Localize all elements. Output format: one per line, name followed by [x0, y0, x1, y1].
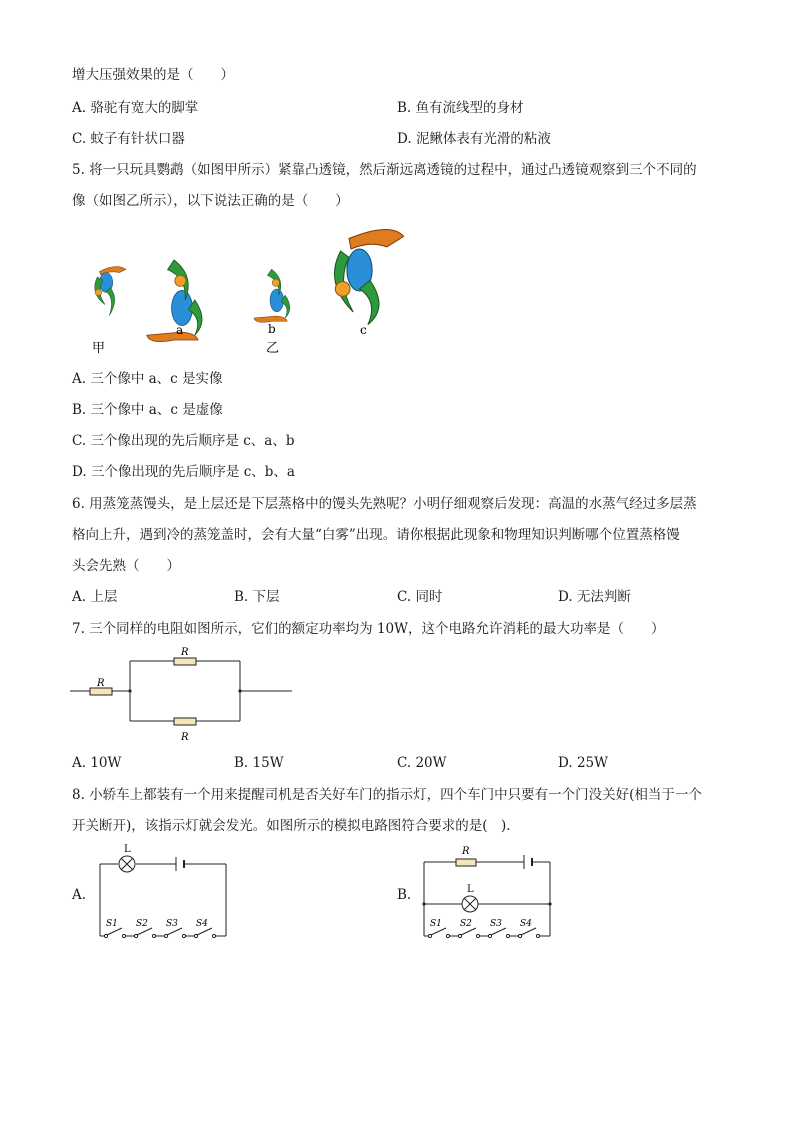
q8-option-a[interactable]: A. [72, 887, 87, 903]
option-text: 三个像出现的先后顺序是 c、a、b [90, 433, 295, 449]
option-letter: D. [558, 755, 573, 771]
switch-label-s1: S1 [106, 919, 118, 929]
q6-option-d[interactable] [558, 588, 631, 606]
switch-label-s1: S1 [430, 919, 442, 929]
q6-stem-line3: 头会先熟（ ） [72, 558, 180, 574]
option-text: 蚊子有针状口器 [90, 131, 185, 147]
option-text: 同时 [415, 589, 443, 605]
label-c: c [360, 323, 367, 337]
q7-option-a[interactable] [72, 754, 121, 772]
option-letter: B. [72, 402, 87, 418]
option-letter: B. [234, 755, 249, 771]
label-jia: 甲 [92, 341, 106, 356]
q4-option-a[interactable] [72, 99, 198, 117]
resistor-bottom-icon [174, 718, 196, 725]
option-letter: D. [397, 131, 412, 147]
option-text: 三个像出现的先后顺序是 c、b、a [90, 464, 295, 480]
resistor-series-icon [90, 688, 112, 695]
q5-stem-line1: 5. 将一只玩具鹦鹉（如图甲所示）紧靠凸透镜，然后渐远离透镜的过程中，通过凸透镜观察到三个不同的 [72, 162, 697, 178]
q6-stem-line2: 格向上升，遇到冷的蒸笼盖时，会有大量“白雾”出现。请你根据此现象和物理知识判断哪个位置蒸格馒 [72, 527, 680, 543]
option-letter: B. [234, 589, 249, 605]
switches-series-icon [428, 928, 546, 938]
q6-option-b[interactable] [234, 588, 280, 606]
option-text: 20W [415, 755, 447, 771]
q7-option-b[interactable] [234, 754, 284, 772]
q8-circuit-b [418, 844, 558, 944]
option-letter: B. [397, 100, 412, 116]
q4-option-b[interactable] [397, 99, 524, 117]
option-text: 三个像中 a、c 是实像 [90, 371, 223, 387]
resistor-label: R [462, 846, 470, 857]
q4-option-c[interactable] [72, 130, 185, 148]
resistor-icon [456, 859, 476, 866]
option-letter: C. [397, 755, 412, 771]
switch-label-s2: S2 [460, 919, 472, 929]
parrot-image-a-icon [147, 260, 202, 342]
parrot-jia-icon [95, 266, 126, 315]
label-a: a [176, 323, 184, 337]
q6-option-a[interactable] [72, 588, 117, 606]
option-text: 鱼有流线型的身材 [415, 100, 524, 116]
switches-series-icon [104, 928, 222, 938]
parrot-image-b-icon [254, 269, 290, 322]
option-text: 上层 [90, 589, 118, 605]
option-letter: A. [72, 589, 87, 605]
switch-label-s2: S2 [136, 919, 148, 929]
option-text: 骆驼有宽大的脚掌 [90, 100, 199, 116]
q7-option-d[interactable] [558, 754, 608, 772]
switch-label-s3: S3 [166, 919, 178, 929]
q7-stem: 7. 三个同样的电阻如图所示，它们的额定功率均为 10W，这个电路允许消耗的最大功率是（ ） [72, 621, 665, 637]
q5-stem-line2: 像（如图乙所示），以下说法正确的是（ ） [72, 193, 349, 209]
resistor-label: R [181, 647, 189, 658]
q8-circuit-a [94, 844, 234, 944]
resistor-label: R [181, 732, 189, 742]
resistor-label: R [97, 678, 105, 689]
q5-option-a[interactable] [72, 370, 223, 388]
parrot-figure [70, 222, 410, 360]
label-yi: 乙 [266, 341, 280, 356]
label-b: b [268, 322, 276, 336]
lamp-label: L [467, 884, 474, 895]
option-text: 下层 [252, 589, 280, 605]
q5-option-d[interactable] [72, 463, 295, 481]
resistor-top-icon [174, 658, 196, 665]
q8-stem-line1: 8. 小轿车上都装有一个用来提醒司机是否关好车门的指示灯，四个车门中只要有一个门没关好(相当于一个 [72, 787, 702, 803]
lamp-label: L [124, 844, 131, 855]
q6-stem-line1: 6. 用蒸笼蒸馒头，是上层还是下层蒸格中的馒头先熟呢？小明仔细观察后发现：高温的水蒸气经过多层蒸 [72, 496, 697, 512]
lamp-icon [119, 856, 135, 872]
q7-resistor-circuit [70, 644, 300, 742]
option-text: 三个像中 a、c 是虚像 [90, 402, 223, 418]
q5-option-c[interactable] [72, 432, 294, 450]
option-letter: A. [72, 100, 87, 116]
option-letter: C. [72, 131, 87, 147]
switch-label-s4: S4 [196, 919, 208, 929]
q6-option-c[interactable] [397, 588, 442, 606]
option-letter: D. [72, 464, 87, 480]
option-letter: C. [72, 433, 87, 449]
q8-stem-line2: 开关断开)，该指示灯就会发光。如图所示的模拟电路图符合要求的是( ). [72, 818, 511, 834]
option-text: 25W [576, 755, 608, 771]
option-letter: A. [72, 371, 87, 387]
switch-label-s3: S3 [490, 919, 502, 929]
parrot-image-c-icon [334, 230, 403, 325]
q8-option-b[interactable]: B. [397, 887, 412, 903]
switch-label-s4: S4 [520, 919, 532, 929]
q5-option-b[interactable] [72, 401, 223, 419]
option-text: 泥鳅体表有光滑的粘液 [415, 131, 551, 147]
option-letter: D. [558, 589, 573, 605]
option-text: 15W [252, 755, 284, 771]
q4-stem: 增大压强效果的是（ ） [72, 67, 234, 83]
option-letter: C. [397, 589, 412, 605]
q4-option-d[interactable] [397, 130, 551, 148]
option-text: 10W [90, 755, 122, 771]
option-letter: A. [72, 755, 87, 771]
q7-option-c[interactable] [397, 754, 447, 772]
lamp-icon [462, 896, 478, 912]
option-text: 无法判断 [576, 589, 631, 605]
